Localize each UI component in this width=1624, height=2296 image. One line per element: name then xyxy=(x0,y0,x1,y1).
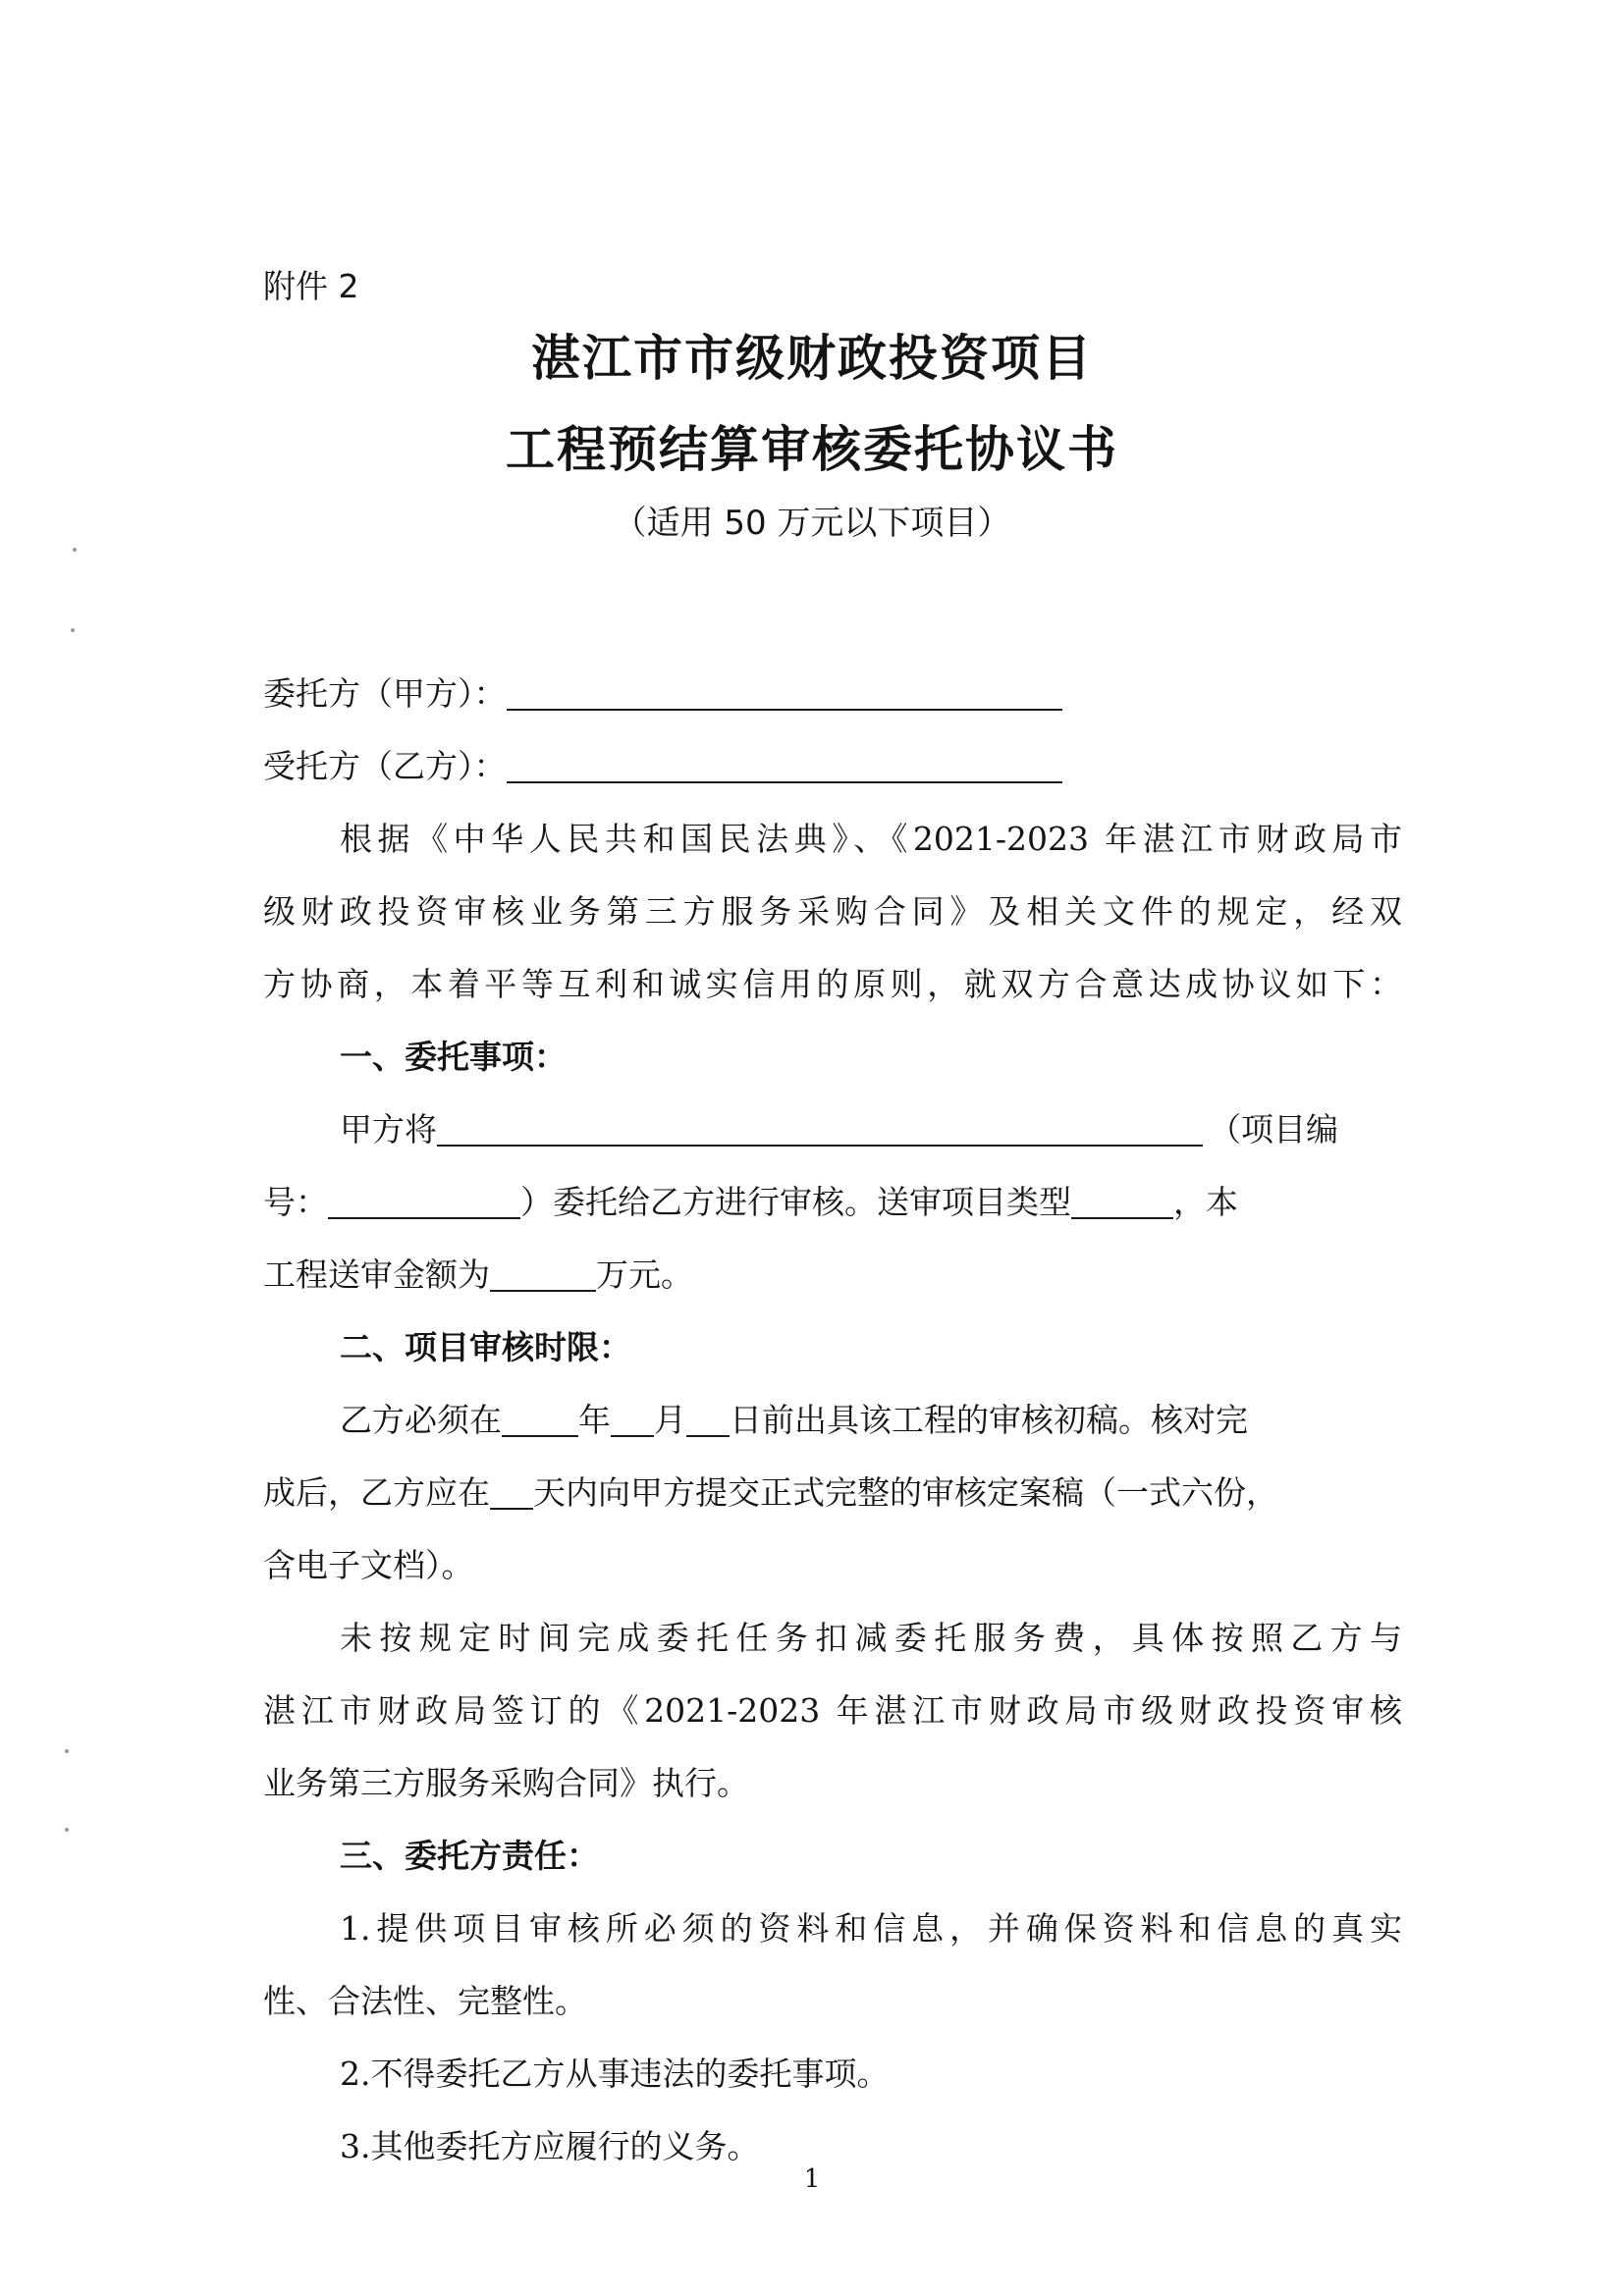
scan-speck xyxy=(71,628,75,632)
amount-blank xyxy=(490,1251,596,1292)
text-segment: 乙方必须在 xyxy=(340,1401,502,1439)
party-a-label: 委托方（甲方）： xyxy=(263,674,507,713)
intro-paragraph-line: 级财政投资审核业务第三方服务采购合同》及相关文件的规定，经双 xyxy=(263,892,1402,931)
party-a-blank xyxy=(507,669,1062,711)
day-blank xyxy=(686,1396,730,1437)
entrustment-line xyxy=(263,1239,1402,1311)
text-segment: 万元。 xyxy=(596,1255,693,1294)
duty-item-line: 3.其他委托方应履行的义务。 xyxy=(340,2127,760,2165)
text-segment: （项目编 xyxy=(1209,1110,1338,1148)
text-segment: 成后，乙方应在 xyxy=(263,1473,490,1512)
party-a-line xyxy=(263,658,1402,730)
document-subtitle: （适用 50 万元以下项目） xyxy=(613,504,1011,543)
duty-item-line: 2.不得委托乙方从事违法的委托事项。 xyxy=(340,2055,890,2093)
text-segment: 工程送审金额为 xyxy=(263,1255,490,1294)
text-segment: 天内向甲方提交正式完整的审核定案稿（一式六份， xyxy=(533,1473,1278,1512)
duty-item-line: 1.提供项目审核所必须的资料和信息，并确保资料和信息的真实 xyxy=(340,1909,1402,1948)
year-blank xyxy=(502,1396,578,1437)
document-body xyxy=(263,658,1402,2183)
deadline-line: 含电子文档）。 xyxy=(263,1546,474,1584)
project-name-blank xyxy=(437,1105,1203,1147)
entrustment-line xyxy=(263,1094,1402,1166)
penalty-paragraph-line: 业务第三方服务采购合同》执行。 xyxy=(263,1764,749,1802)
days-blank xyxy=(490,1468,533,1510)
deadline-line xyxy=(263,1384,1402,1457)
entrustment-line xyxy=(263,1166,1402,1239)
document-title-line2: 工程预结算审核委托协议书 xyxy=(506,420,1118,478)
page-number: 1 xyxy=(803,2164,821,2194)
intro-paragraph-line: 根据《中华人民共和国民法典》、《2021-2023 年湛江市财政局市 xyxy=(340,820,1402,858)
section-heading-client-duties: 三、委托方责任： xyxy=(340,1837,599,1875)
penalty-paragraph-line: 湛江市财政局签订的《2021-2023 年湛江市财政局市级财政投资审核 xyxy=(263,1691,1402,1730)
party-b-blank xyxy=(507,742,1062,783)
text-segment: ，本 xyxy=(1173,1183,1238,1221)
project-type-blank xyxy=(1071,1178,1173,1219)
intro-paragraph-line: 方协商，本着平等互利和诚实信用的原则，就双方合意达成协议如下： xyxy=(263,965,1402,1003)
text-segment: ）委托给乙方进行审核。送审项目类型 xyxy=(520,1183,1071,1221)
duty-item-line: 性、合法性、完整性。 xyxy=(263,1982,587,2020)
scan-speck xyxy=(65,1749,69,1753)
text-segment: 甲方将 xyxy=(340,1110,437,1148)
deadline-line xyxy=(263,1457,1402,1529)
section-heading-entrustment: 一、委托事项： xyxy=(340,1038,567,1076)
text-segment: 年 xyxy=(578,1401,611,1439)
document-title-line1: 湛江市市级财政投资项目 xyxy=(531,329,1093,387)
scan-speck xyxy=(73,548,77,552)
text-segment: 月 xyxy=(654,1401,686,1439)
penalty-paragraph-line: 未按规定时间完成委托任务扣减委托服务费，具体按照乙方与 xyxy=(340,1619,1402,1657)
text-segment: 日前出具该工程的审核初稿。核对完 xyxy=(730,1401,1248,1439)
project-number-blank xyxy=(328,1178,520,1219)
section-heading-deadline: 二、项目审核时限： xyxy=(340,1328,631,1366)
month-blank xyxy=(611,1396,654,1437)
scan-speck xyxy=(65,1828,69,1832)
attachment-label: 附件 2 xyxy=(263,267,359,305)
text-segment: 号： xyxy=(263,1183,328,1221)
party-b-line xyxy=(263,730,1402,803)
party-b-label: 受托方（乙方）： xyxy=(263,747,507,785)
